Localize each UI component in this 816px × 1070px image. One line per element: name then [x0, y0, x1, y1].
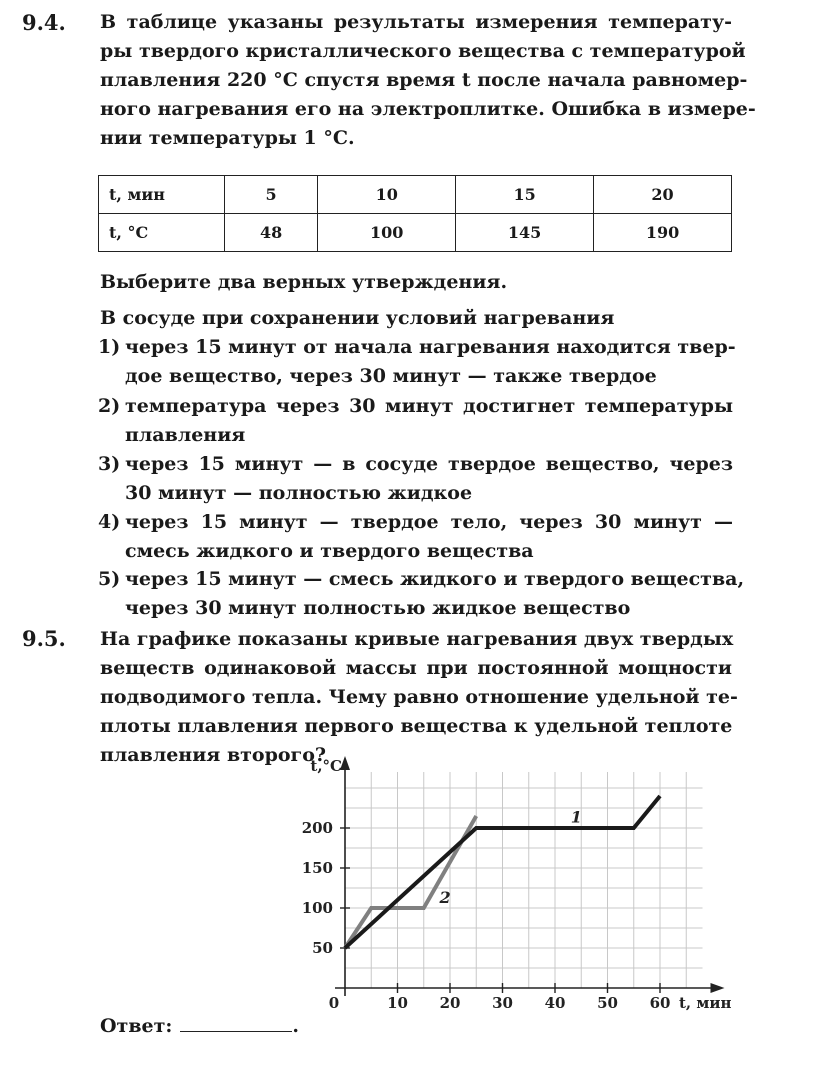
option-number: 3): [98, 453, 121, 475]
text-line: ры твердого кристаллического вещества с температурой: [100, 40, 746, 62]
option-number: 1): [98, 336, 121, 358]
text-line: плоты плавления первого вещества к удельной теплоте: [100, 715, 733, 737]
problem-9-5-number: 9.5.: [22, 626, 66, 651]
series-2-label: 2: [439, 888, 451, 908]
x-tick-label: 60: [649, 994, 671, 1012]
x-tick-label: 20: [439, 994, 461, 1012]
option-number: 5): [98, 568, 121, 590]
text-line: плавления 220 °С спустя время t после начала равномер-: [100, 69, 748, 91]
option-line: через 15 минут — смесь жидкого и твердого вещества,: [125, 568, 745, 590]
y-tick-label: 200: [301, 819, 333, 837]
table-cell: 20: [594, 176, 732, 214]
table-cell: 145: [456, 214, 594, 252]
text-line: нии температуры 1 °С.: [100, 127, 355, 149]
y-tick-label: 50: [312, 939, 333, 957]
option-line: через 30 минут полностью жидкое вещество: [125, 597, 631, 619]
text-line: веществ одинаковой массы при постоянной мощности: [100, 657, 732, 679]
y-axis-label: t,°C: [310, 757, 342, 775]
text-line: В сосуде при сохранении условий нагревания: [100, 307, 615, 329]
text-line: На графике показаны кривые нагревания двух твердых: [100, 628, 734, 650]
table-cell: 5: [225, 176, 318, 214]
y-tick-label: 150: [301, 859, 333, 877]
x-tick-label: 50: [597, 994, 618, 1012]
option-line: через 15 минут — в сосуде твердое вещество, через: [125, 453, 733, 475]
table-cell: 190: [594, 214, 732, 252]
table-header-time: t, мин: [99, 176, 225, 214]
table-cell: 15: [456, 176, 594, 214]
text-line: плавления второго?: [100, 744, 327, 766]
option-number: 2): [98, 395, 121, 417]
option-line: 30 минут — полностью жидкое: [125, 482, 473, 504]
table-cell: 10: [318, 176, 456, 214]
answer-period: .: [292, 1015, 300, 1037]
x-tick-label: 30: [492, 994, 513, 1012]
y-tick-label: 100: [301, 899, 333, 917]
table-header-temperature: t, °C: [99, 214, 225, 252]
x-tick-label: 40: [544, 994, 566, 1012]
option-line: дое вещество, через 30 минут — также твердое: [125, 365, 657, 387]
problem-9-4-number: 9.4.: [22, 10, 66, 35]
text-line: ного нагревания его на электроплитке. Ошибка в измере-: [100, 98, 756, 120]
table-cell: 48: [225, 214, 318, 252]
series-1-label: 1: [570, 807, 582, 827]
option-line: через 15 минут от начала нагревания находится твер-: [125, 336, 736, 358]
answer-row: [100, 1013, 299, 1037]
x-axis-label: t, мин: [679, 994, 732, 1012]
option-line: плавления: [125, 424, 246, 446]
x-tick-label: 0: [328, 994, 340, 1012]
answer-input-line[interactable]: [180, 1013, 292, 1032]
table-cell: 100: [318, 214, 456, 252]
text-line: Выберите два верных утверждения.: [100, 271, 508, 293]
answer-label: Ответ:: [100, 1015, 173, 1037]
x-tick-label: 10: [387, 994, 408, 1012]
x-axis-arrow: [711, 983, 725, 993]
option-number: 4): [98, 511, 121, 533]
text-line: подводимого тепла. Чему равно отношение удельной те-: [100, 686, 738, 708]
text-line: В таблице указаны результаты измерения температу-: [100, 11, 732, 33]
option-line: температура через 30 минут достигнет температуры: [125, 395, 733, 417]
option-line: через 15 минут — твердое тело, через 30 минут —: [125, 511, 733, 533]
option-line: смесь жидкого и твердого вещества: [125, 540, 534, 562]
